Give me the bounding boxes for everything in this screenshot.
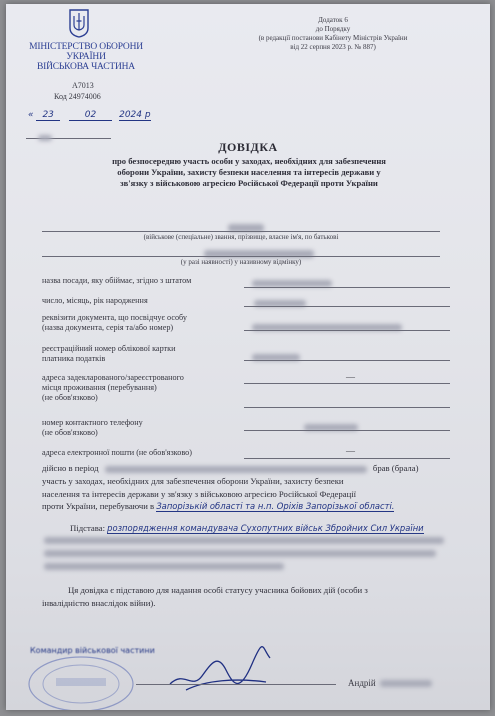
purpose-paragraph (42, 584, 456, 609)
basis-label: Підстава: (70, 523, 105, 533)
field-tax-number-line2: платника податків (42, 354, 106, 363)
field-phone-value (304, 418, 358, 436)
field-position-value (252, 274, 332, 292)
stamp-date (28, 110, 151, 120)
redacted-period (105, 466, 367, 473)
stamp-ministry (16, 42, 156, 72)
field-phone-line2: (не обов'язково) (42, 428, 98, 437)
signature-role: Командир військової частини (30, 646, 155, 655)
registration-number-line (26, 128, 111, 139)
appendix-line4: від 22 серпня 2023 р. № 887) (290, 43, 376, 51)
field-id-document-label (42, 313, 187, 333)
field-birthdate-value (254, 294, 306, 312)
period-line3: населення та інтересів держави у зв'язку з військовою агресією Російської Федерації (42, 488, 357, 499)
trident-emblem-icon (68, 8, 90, 38)
period-line2: участь у заходах, необхідних для забезпечення оборони України, захисту безпеки (42, 476, 344, 486)
period-line4 (42, 500, 454, 513)
appendix-note (238, 16, 428, 52)
caption-if-present: (у разі наявності) у називному відмінку) (180, 258, 302, 266)
signature-name-first: Андрій (348, 678, 376, 688)
stamp-unit: ВІЙСЬКОВА ЧАСТИНА (37, 62, 135, 72)
field-id-document-line2: (назва документа, серія та/або номер) (42, 323, 174, 332)
appendix-line1: Додаток 6 (318, 16, 348, 24)
field-address-value: — (346, 372, 355, 382)
field-phone-label (42, 418, 143, 438)
signature-scribble-icon (166, 640, 276, 700)
appendix-line3: (в редакції постанови Кабінету Міністрів України (258, 34, 408, 42)
date-day: 23 (36, 110, 59, 121)
field-email-value: — (346, 446, 355, 456)
purpose-line2: інвалідністю внаслідок війни). (42, 597, 156, 608)
basis-line (70, 522, 460, 535)
stamp-unit-number: А7013 (72, 81, 94, 90)
subtitle-line1: про безпосередню участь особи у заходах, необхідних для забезпечення (112, 156, 386, 166)
caption-rank-name: (військове (спеціальне) звання, прізвище, власне ім'я, по батькові (143, 233, 339, 241)
period-line1 (42, 462, 452, 475)
period-location: Запорізькій області та н.п. Оріхів Запорізької області. (156, 501, 395, 512)
date-prefix: « (28, 110, 34, 120)
period-prefix: дійсно в період (42, 463, 99, 473)
date-year: 2024 р (119, 110, 151, 120)
field-tax-number-value (252, 348, 300, 366)
redacted-basis-details (44, 537, 454, 570)
field-tax-number-label (42, 344, 176, 364)
subtitle-line3: зв'язку з військовою агресією Російської Федерації проти України (120, 178, 378, 188)
field-position-label: назва посади, яку обіймає, згідно з штатом (42, 276, 192, 285)
field-phone-line1: номер контактного телефону (42, 418, 143, 427)
stamp-code: Код 24974006 (54, 92, 101, 101)
purpose-line1: Ця довідка є підставою для надання особі статусу учасника бойових дій (особи з (68, 585, 368, 595)
document-page (6, 4, 490, 710)
redacted-surname (380, 680, 432, 687)
period-suffix: брав (брала) (372, 463, 419, 473)
period-paragraph (42, 475, 454, 513)
field-birthdate-label: число, місяць, рік народження (42, 296, 148, 305)
field-address-line1: адреса задекларованого/зареєстрованого (42, 373, 184, 382)
appendix-line2: до Порядку (315, 25, 351, 33)
document-title: ДОВІДКА (218, 140, 278, 154)
official-seal-icon (26, 654, 136, 710)
basis-value: розпорядження командувача Сухопутних військ Збройних Сил України (107, 523, 424, 533)
field-address-line3: (не обов'язково) (42, 393, 98, 402)
stamp-ministry-line1: МІНІСТЕРСТВО ОБОРОНИ (29, 42, 143, 52)
subtitle-line2: оборони України, захисту безпеки населення та інтересів держави у (117, 167, 381, 177)
field-id-document-line1: реквізити документа, що посвідчує особу (42, 313, 187, 322)
field-tax-number-line1: реєстраційний номер облікової картки (42, 344, 176, 353)
field-email-label: адреса електронної пошти (не обов'язково) (42, 448, 192, 457)
document-subtitle (26, 156, 472, 189)
period-line4-start: проти України, перебуваючи в (42, 501, 155, 512)
field-address-label (42, 373, 184, 403)
date-month: 02 (69, 110, 112, 121)
field-address-line2: місця проживання (перебування) (42, 383, 157, 392)
stamp-ministry-line2: УКРАЇНИ (66, 52, 106, 62)
field-id-document-value (252, 318, 402, 336)
signature-name (348, 678, 432, 688)
